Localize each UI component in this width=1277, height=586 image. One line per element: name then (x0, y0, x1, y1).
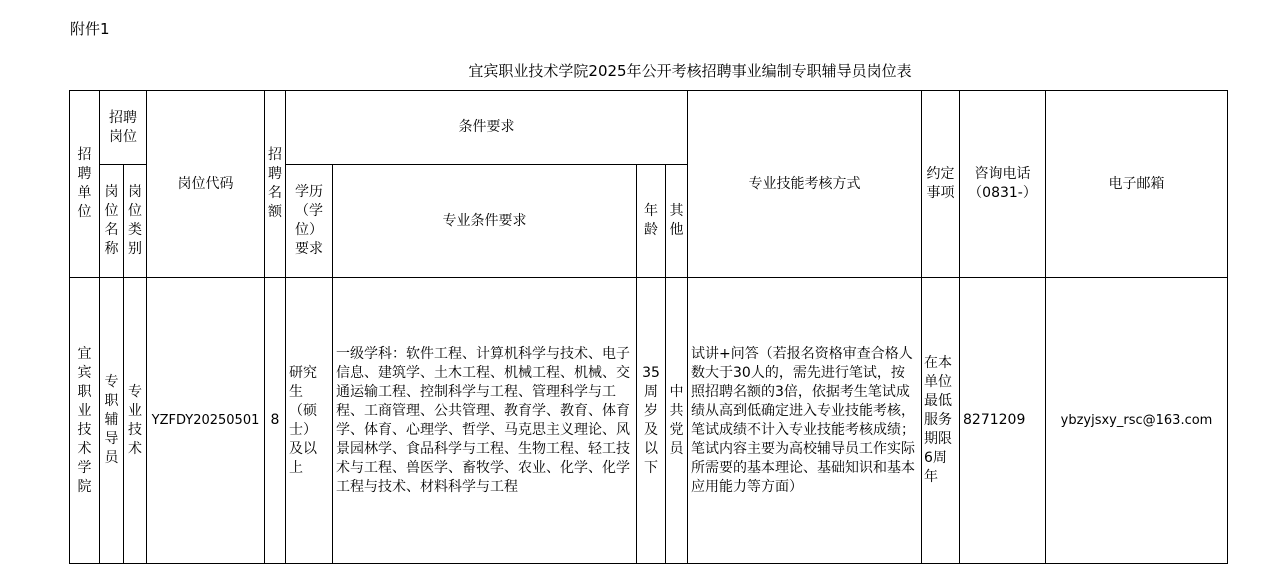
header-education: 学历（学位）要求 (286, 165, 333, 278)
header-assessment: 专业技能考核方式 (688, 91, 922, 278)
header-quota: 招聘名额 (265, 91, 286, 278)
row-agreement: 在本单位最低服务期限6周年 (922, 278, 960, 564)
attachment-label: 附件1 (70, 20, 110, 38)
row-other: 中共党员 (666, 278, 688, 564)
row-position-code: YZFDY20250501 (147, 278, 265, 564)
row-position-type: 专业技术 (124, 278, 147, 564)
header-unit: 招聘单位 (70, 91, 100, 278)
row-education: 研究生（硕士）及以上 (286, 278, 333, 564)
header-conditions: 条件要求 (286, 91, 688, 165)
row-unit: 宜宾职业技术学院 (70, 278, 100, 564)
page-title: 宜宾职业技术学院2025年公开考核招聘事业编制专职辅导员岗位表 (468, 62, 912, 80)
header-position-group: 招聘岗位 (100, 91, 147, 165)
row-phone: 8271209 (960, 278, 1046, 564)
row-quota: 8 (265, 278, 286, 564)
row-major: 一级学科：软件工程、计算机科学与技术、电子信息、建筑学、土木工程、机械工程、机械、交通运输工程、控制科学与工程、管理科学与工程、工商管理、公共管理、教育学、教育、体育学、体育、心理学、哲学、马克思主义理论、风景园林学、食品科学与工程、生物工程、轻工技术与工程、兽医学、畜牧学、农业、化学、化学工程与技术、材料科学与工程 (333, 278, 637, 564)
header-agreement: 约定事项 (922, 91, 960, 278)
row-assessment: 试讲+问答（若报名资格审查合格人数大于30人的，需先进行笔试，按照招聘名额的3倍，依据考生笔试成绩从高到低确定进入专业技能考核，笔试成绩不计入专业技能考核成绩；笔试内容主要为高校辅导员工作实际所需要的基本理论、基础知识和基本应用能力等方面） (688, 278, 922, 564)
header-email: 电子邮箱 (1046, 91, 1228, 278)
row-email[interactable]: ybzyjsxy_rsc@163.com (1046, 278, 1228, 564)
header-age: 年龄 (637, 165, 666, 278)
row-age: 35周岁及以下 (637, 278, 666, 564)
position-table (69, 90, 1228, 564)
header-other: 其他 (666, 165, 688, 278)
header-position-code: 岗位代码 (147, 91, 265, 278)
header-position-type: 岗位类别 (124, 165, 147, 278)
header-position-name: 岗位名称 (100, 165, 124, 278)
header-phone: 咨询电话（0831-） (960, 91, 1046, 278)
row-position-name: 专职辅导员 (100, 278, 124, 564)
header-major: 专业条件要求 (333, 165, 637, 278)
